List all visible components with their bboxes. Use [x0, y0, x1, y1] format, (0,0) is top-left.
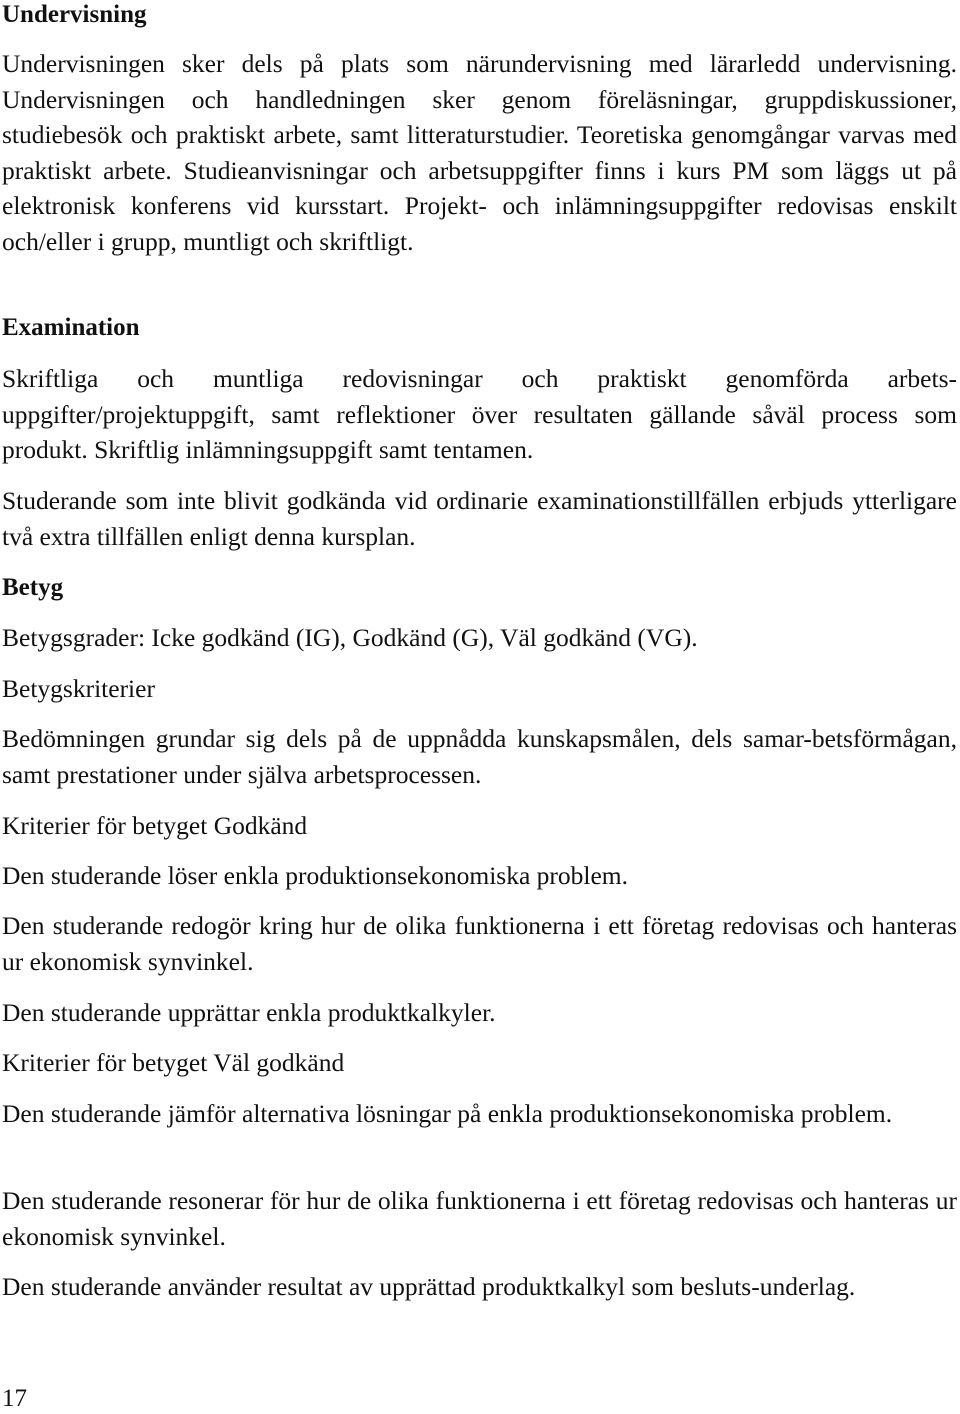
val-godkand-criteria-label: Kriterier för betyget Väl godkänd — [2, 1048, 345, 1077]
heading-undervisning: Undervisning — [2, 1, 147, 28]
criteria-label: Betygskriterier — [2, 674, 155, 703]
paragraph-undervisning: Undervisningen sker dels på plats som närundervisning med lärarledd undervisning. Undervisningen och handledningen sker genom föreläsningar, gruppdiskussioner, studiebesök och praktiskt arbete, samt litteraturstudier. Teoretiska genomgångar varvas med praktiskt arbete. Studieanvisningar och arbetsuppgifter finns i kurs PM som läggs ut på elektronisk konferens vid kursstart. Projekt- och inlämningsuppgifter redovisas enskilt och/eller i grupp, muntligt och skriftligt. — [2, 49, 957, 256]
paragraph-examination-2: Studerande som inte blivit godkända vid ordinarie examinationstillfällen erbjuds ytterligare två extra tillfällen enligt denna kursplan. — [2, 486, 957, 551]
godkand-criterion-3: Den studerande upprättar enkla produktkalkyler. — [2, 998, 496, 1027]
page-number: 17 — [2, 1385, 27, 1412]
grades-text: Betygsgrader: Icke godkänd (IG), Godkänd (G), Väl godkänd (VG). — [2, 623, 698, 652]
criteria-intro: Bedömningen grundar sig dels på de uppnådda kunskapsmålen, dels samar-betsförmågan, samt prestationer under själva arbetsprocessen. — [2, 724, 957, 789]
paragraph-examination-1: Skriftliga och muntliga redovisningar och praktiskt genomförda arbets-uppgifter/projektuppgift, samt reflektioner över resultaten gällande såväl process som produkt. Skriftlig inlämningsuppgift samt tentamen. — [2, 364, 957, 464]
heading-examination: Examination — [2, 314, 140, 341]
heading-betyg: Betyg — [2, 574, 64, 601]
godkand-criterion-2: Den studerande redogör kring hur de olika funktionerna i ett företag redovisas och hanteras ur ekonomisk synvinkel. — [2, 911, 957, 976]
val-godkand-criterion-3: Den studerande använder resultat av upprättad produktkalkyl som besluts-underlag. — [2, 1272, 856, 1301]
val-godkand-criterion-1: Den studerande jämför alternativa lösningar på enkla produktionsekonomiska problem. — [2, 1099, 893, 1128]
godkand-criteria-label: Kriterier för betyget Godkänd — [2, 811, 308, 840]
godkand-criterion-1: Den studerande löser enkla produktionsekonomiska problem. — [2, 861, 629, 890]
val-godkand-criterion-2: Den studerande resonerar för hur de olika funktionerna i ett företag redovisas och hanteras ur ekonomisk synvinkel. — [2, 1186, 957, 1251]
